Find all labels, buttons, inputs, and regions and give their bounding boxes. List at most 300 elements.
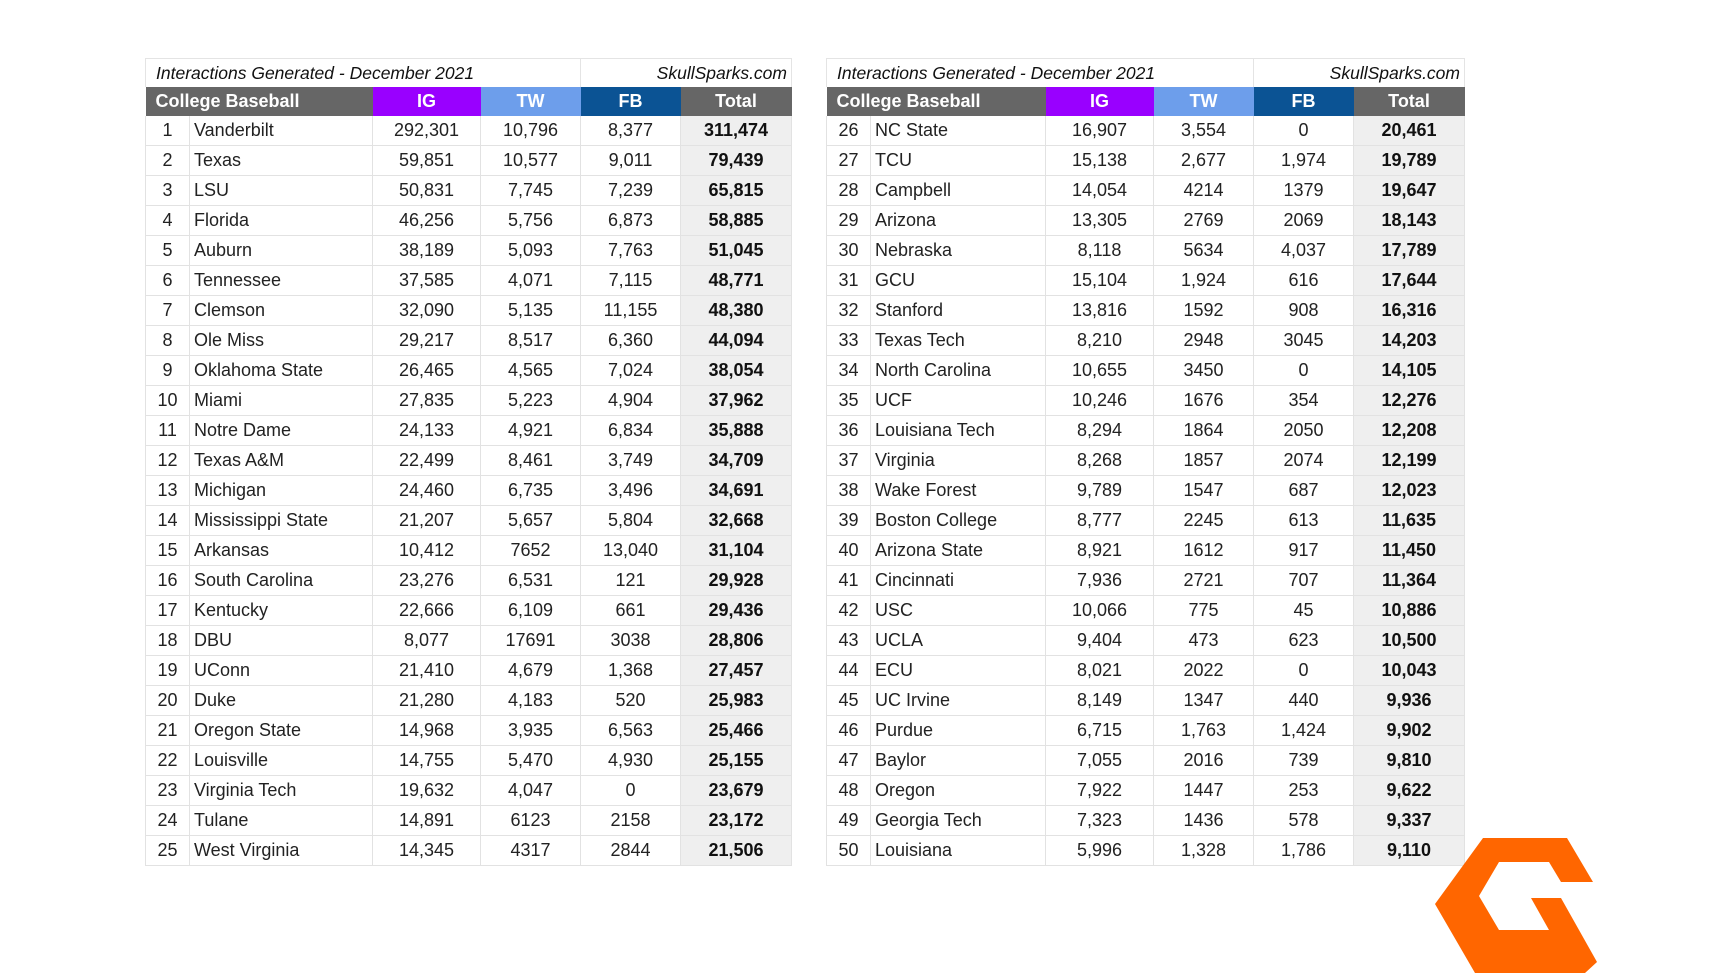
header-total: Total bbox=[681, 87, 792, 116]
table-row bbox=[146, 446, 792, 476]
table-row bbox=[827, 656, 1465, 686]
rank-cell: 33 bbox=[827, 326, 871, 356]
fb-cell: 616 bbox=[1254, 266, 1354, 296]
header-row bbox=[827, 87, 1465, 116]
table-row bbox=[827, 716, 1465, 746]
ig-cell: 10,246 bbox=[1046, 386, 1154, 416]
team-name-cell: UConn bbox=[190, 656, 373, 686]
team-name-cell: North Carolina bbox=[871, 356, 1046, 386]
tw-cell: 2948 bbox=[1154, 326, 1254, 356]
team-name-cell: Wake Forest bbox=[871, 476, 1046, 506]
ig-cell: 8,077 bbox=[373, 626, 481, 656]
fb-cell: 3,749 bbox=[581, 446, 681, 476]
ig-cell: 292,301 bbox=[373, 116, 481, 146]
table-title-row bbox=[146, 59, 792, 88]
total-cell: 12,208 bbox=[1354, 416, 1465, 446]
total-cell: 14,105 bbox=[1354, 356, 1465, 386]
tw-cell: 4,047 bbox=[481, 776, 581, 806]
ig-cell: 10,655 bbox=[1046, 356, 1154, 386]
table-row bbox=[827, 806, 1465, 836]
ig-cell: 14,755 bbox=[373, 746, 481, 776]
fb-cell: 917 bbox=[1254, 536, 1354, 566]
team-name-cell: Duke bbox=[190, 686, 373, 716]
table-row bbox=[827, 146, 1465, 176]
rank-cell: 13 bbox=[146, 476, 190, 506]
team-name-cell: ECU bbox=[871, 656, 1046, 686]
total-cell: 25,155 bbox=[681, 746, 792, 776]
total-cell: 34,709 bbox=[681, 446, 792, 476]
fb-cell: 7,239 bbox=[581, 176, 681, 206]
rank-cell: 29 bbox=[827, 206, 871, 236]
fb-cell: 4,904 bbox=[581, 386, 681, 416]
total-cell: 38,054 bbox=[681, 356, 792, 386]
rank-cell: 40 bbox=[827, 536, 871, 566]
team-name-cell: Miami bbox=[190, 386, 373, 416]
ig-cell: 24,460 bbox=[373, 476, 481, 506]
ig-cell: 14,054 bbox=[1046, 176, 1154, 206]
rank-cell: 22 bbox=[146, 746, 190, 776]
table-row bbox=[827, 116, 1465, 146]
ig-cell: 8,210 bbox=[1046, 326, 1154, 356]
table-row bbox=[827, 236, 1465, 266]
total-cell: 12,276 bbox=[1354, 386, 1465, 416]
rank-cell: 37 bbox=[827, 446, 871, 476]
team-name-cell: Vanderbilt bbox=[190, 116, 373, 146]
team-name-cell: GCU bbox=[871, 266, 1046, 296]
tw-cell: 5,093 bbox=[481, 236, 581, 266]
total-cell: 10,043 bbox=[1354, 656, 1465, 686]
total-cell: 9,936 bbox=[1354, 686, 1465, 716]
rank-cell: 47 bbox=[827, 746, 871, 776]
tw-cell: 3,935 bbox=[481, 716, 581, 746]
fb-cell: 0 bbox=[1254, 116, 1354, 146]
tw-cell: 1864 bbox=[1154, 416, 1254, 446]
total-cell: 51,045 bbox=[681, 236, 792, 266]
total-cell: 19,789 bbox=[1354, 146, 1465, 176]
total-cell: 65,815 bbox=[681, 176, 792, 206]
rank-cell: 7 bbox=[146, 296, 190, 326]
fb-cell: 6,563 bbox=[581, 716, 681, 746]
table-row bbox=[146, 386, 792, 416]
table-row bbox=[146, 356, 792, 386]
total-cell: 37,962 bbox=[681, 386, 792, 416]
total-cell: 25,983 bbox=[681, 686, 792, 716]
ig-cell: 8,777 bbox=[1046, 506, 1154, 536]
header-tw: TW bbox=[481, 87, 581, 116]
table-row bbox=[146, 296, 792, 326]
fb-cell: 707 bbox=[1254, 566, 1354, 596]
team-name-cell: Tennessee bbox=[190, 266, 373, 296]
fb-cell: 0 bbox=[581, 776, 681, 806]
table-row bbox=[146, 236, 792, 266]
rank-cell: 17 bbox=[146, 596, 190, 626]
tw-cell: 5,223 bbox=[481, 386, 581, 416]
tw-cell: 8,461 bbox=[481, 446, 581, 476]
team-name-cell: Oregon bbox=[871, 776, 1046, 806]
header-fb: FB bbox=[1254, 87, 1354, 116]
fb-cell: 520 bbox=[581, 686, 681, 716]
ig-cell: 46,256 bbox=[373, 206, 481, 236]
header-fb: FB bbox=[581, 87, 681, 116]
team-name-cell: Florida bbox=[190, 206, 373, 236]
table-row bbox=[827, 746, 1465, 776]
total-cell: 48,771 bbox=[681, 266, 792, 296]
rank-cell: 35 bbox=[827, 386, 871, 416]
ig-cell: 59,851 bbox=[373, 146, 481, 176]
table-row bbox=[146, 746, 792, 776]
ig-cell: 8,294 bbox=[1046, 416, 1154, 446]
rank-cell: 2 bbox=[146, 146, 190, 176]
rank-cell: 23 bbox=[146, 776, 190, 806]
table-row bbox=[146, 416, 792, 446]
rank-cell: 14 bbox=[146, 506, 190, 536]
rank-cell: 50 bbox=[827, 836, 871, 866]
tw-cell: 1857 bbox=[1154, 446, 1254, 476]
table-row bbox=[146, 116, 792, 146]
total-cell: 10,886 bbox=[1354, 596, 1465, 626]
ig-cell: 26,465 bbox=[373, 356, 481, 386]
team-name-cell: LSU bbox=[190, 176, 373, 206]
fb-cell: 3038 bbox=[581, 626, 681, 656]
rank-cell: 32 bbox=[827, 296, 871, 326]
tw-cell: 4,921 bbox=[481, 416, 581, 446]
ig-cell: 9,404 bbox=[1046, 626, 1154, 656]
fb-cell: 5,804 bbox=[581, 506, 681, 536]
ig-cell: 14,968 bbox=[373, 716, 481, 746]
team-name-cell: Louisiana bbox=[871, 836, 1046, 866]
team-name-cell: West Virginia bbox=[190, 836, 373, 866]
team-name-cell: Clemson bbox=[190, 296, 373, 326]
tw-cell: 1,328 bbox=[1154, 836, 1254, 866]
rank-cell: 34 bbox=[827, 356, 871, 386]
ig-cell: 15,104 bbox=[1046, 266, 1154, 296]
total-cell: 9,902 bbox=[1354, 716, 1465, 746]
fb-cell: 2074 bbox=[1254, 446, 1354, 476]
total-cell: 9,622 bbox=[1354, 776, 1465, 806]
table-row bbox=[827, 266, 1465, 296]
table-row bbox=[827, 566, 1465, 596]
rank-cell: 30 bbox=[827, 236, 871, 266]
ig-cell: 14,891 bbox=[373, 806, 481, 836]
header-ig: IG bbox=[373, 87, 481, 116]
ig-cell: 23,276 bbox=[373, 566, 481, 596]
team-name-cell: Virginia Tech bbox=[190, 776, 373, 806]
rank-cell: 44 bbox=[827, 656, 871, 686]
rank-cell: 21 bbox=[146, 716, 190, 746]
rank-cell: 6 bbox=[146, 266, 190, 296]
total-cell: 29,436 bbox=[681, 596, 792, 626]
tw-cell: 5,135 bbox=[481, 296, 581, 326]
fb-cell: 4,037 bbox=[1254, 236, 1354, 266]
tw-cell: 2016 bbox=[1154, 746, 1254, 776]
total-cell: 31,104 bbox=[681, 536, 792, 566]
total-cell: 23,679 bbox=[681, 776, 792, 806]
ig-cell: 8,021 bbox=[1046, 656, 1154, 686]
table-row bbox=[827, 836, 1465, 866]
fb-cell: 1379 bbox=[1254, 176, 1354, 206]
rank-cell: 15 bbox=[146, 536, 190, 566]
tw-cell: 4317 bbox=[481, 836, 581, 866]
ig-cell: 14,345 bbox=[373, 836, 481, 866]
table-row bbox=[146, 206, 792, 236]
fb-cell: 121 bbox=[581, 566, 681, 596]
fb-cell: 1,974 bbox=[1254, 146, 1354, 176]
table-row bbox=[146, 566, 792, 596]
tw-cell: 17691 bbox=[481, 626, 581, 656]
table-row bbox=[146, 596, 792, 626]
total-cell: 14,203 bbox=[1354, 326, 1465, 356]
team-name-cell: Louisiana Tech bbox=[871, 416, 1046, 446]
total-cell: 12,023 bbox=[1354, 476, 1465, 506]
tw-cell: 1,924 bbox=[1154, 266, 1254, 296]
total-cell: 18,143 bbox=[1354, 206, 1465, 236]
team-name-cell: Kentucky bbox=[190, 596, 373, 626]
rank-cell: 49 bbox=[827, 806, 871, 836]
rankings-table-right bbox=[826, 58, 1465, 866]
team-name-cell: Georgia Tech bbox=[871, 806, 1046, 836]
team-name-cell: Auburn bbox=[190, 236, 373, 266]
rank-cell: 41 bbox=[827, 566, 871, 596]
table-title: Interactions Generated - December 2021 bbox=[827, 59, 1254, 88]
fb-cell: 1,424 bbox=[1254, 716, 1354, 746]
fb-cell: 440 bbox=[1254, 686, 1354, 716]
total-cell: 58,885 bbox=[681, 206, 792, 236]
ig-cell: 21,280 bbox=[373, 686, 481, 716]
rank-cell: 42 bbox=[827, 596, 871, 626]
total-cell: 21,506 bbox=[681, 836, 792, 866]
rank-cell: 24 bbox=[146, 806, 190, 836]
fb-cell: 739 bbox=[1254, 746, 1354, 776]
tw-cell: 6123 bbox=[481, 806, 581, 836]
team-name-cell: USC bbox=[871, 596, 1046, 626]
fb-cell: 6,873 bbox=[581, 206, 681, 236]
fb-cell: 2069 bbox=[1254, 206, 1354, 236]
table-row bbox=[827, 386, 1465, 416]
fb-cell: 7,115 bbox=[581, 266, 681, 296]
table-row bbox=[827, 296, 1465, 326]
table-row bbox=[146, 776, 792, 806]
rank-cell: 8 bbox=[146, 326, 190, 356]
rank-cell: 28 bbox=[827, 176, 871, 206]
rank-cell: 5 bbox=[146, 236, 190, 266]
header-row bbox=[146, 87, 792, 116]
ig-cell: 16,907 bbox=[1046, 116, 1154, 146]
fb-cell: 354 bbox=[1254, 386, 1354, 416]
team-name-cell: Texas A&M bbox=[190, 446, 373, 476]
ig-cell: 38,189 bbox=[373, 236, 481, 266]
tw-cell: 4,071 bbox=[481, 266, 581, 296]
tw-cell: 5,756 bbox=[481, 206, 581, 236]
table-row bbox=[827, 596, 1465, 626]
total-cell: 32,668 bbox=[681, 506, 792, 536]
ig-cell: 50,831 bbox=[373, 176, 481, 206]
fb-cell: 2844 bbox=[581, 836, 681, 866]
team-name-cell: Ole Miss bbox=[190, 326, 373, 356]
fb-cell: 9,011 bbox=[581, 146, 681, 176]
ig-cell: 15,138 bbox=[1046, 146, 1154, 176]
team-name-cell: DBU bbox=[190, 626, 373, 656]
tw-cell: 1612 bbox=[1154, 536, 1254, 566]
team-name-cell: Oklahoma State bbox=[190, 356, 373, 386]
rank-cell: 31 bbox=[827, 266, 871, 296]
table-row bbox=[146, 476, 792, 506]
fb-cell: 2050 bbox=[1254, 416, 1354, 446]
team-name-cell: UC Irvine bbox=[871, 686, 1046, 716]
table-row bbox=[146, 806, 792, 836]
total-cell: 27,457 bbox=[681, 656, 792, 686]
total-cell: 25,466 bbox=[681, 716, 792, 746]
rank-cell: 38 bbox=[827, 476, 871, 506]
table-title: Interactions Generated - December 2021 bbox=[146, 59, 581, 88]
tw-cell: 2,677 bbox=[1154, 146, 1254, 176]
total-cell: 11,364 bbox=[1354, 566, 1465, 596]
table-row bbox=[827, 446, 1465, 476]
fb-cell: 1,368 bbox=[581, 656, 681, 686]
team-name-cell: South Carolina bbox=[190, 566, 373, 596]
team-name-cell: Tulane bbox=[190, 806, 373, 836]
total-cell: 48,380 bbox=[681, 296, 792, 326]
table-row bbox=[827, 416, 1465, 446]
table-row bbox=[827, 326, 1465, 356]
table-row bbox=[146, 506, 792, 536]
team-name-cell: Virginia bbox=[871, 446, 1046, 476]
table-row bbox=[146, 716, 792, 746]
fb-cell: 253 bbox=[1254, 776, 1354, 806]
total-cell: 34,691 bbox=[681, 476, 792, 506]
fb-cell: 13,040 bbox=[581, 536, 681, 566]
tw-cell: 2022 bbox=[1154, 656, 1254, 686]
total-cell: 9,810 bbox=[1354, 746, 1465, 776]
rankings-table-left bbox=[145, 58, 792, 866]
fb-cell: 613 bbox=[1254, 506, 1354, 536]
skullsparks-logo-icon bbox=[1435, 838, 1615, 973]
table-row bbox=[827, 506, 1465, 536]
ig-cell: 8,118 bbox=[1046, 236, 1154, 266]
header-college-baseball: College Baseball bbox=[827, 87, 1046, 116]
rank-cell: 27 bbox=[827, 146, 871, 176]
rank-cell: 11 bbox=[146, 416, 190, 446]
table-row bbox=[827, 476, 1465, 506]
header-ig: IG bbox=[1046, 87, 1154, 116]
rank-cell: 39 bbox=[827, 506, 871, 536]
site-name: SkullSparks.com bbox=[581, 59, 792, 88]
fb-cell: 6,834 bbox=[581, 416, 681, 446]
total-cell: 19,647 bbox=[1354, 176, 1465, 206]
ig-cell: 7,055 bbox=[1046, 746, 1154, 776]
total-cell: 311,474 bbox=[681, 116, 792, 146]
total-cell: 9,337 bbox=[1354, 806, 1465, 836]
table-row bbox=[146, 656, 792, 686]
total-cell: 10,500 bbox=[1354, 626, 1465, 656]
tw-cell: 1547 bbox=[1154, 476, 1254, 506]
tw-cell: 10,577 bbox=[481, 146, 581, 176]
tw-cell: 6,531 bbox=[481, 566, 581, 596]
ig-cell: 27,835 bbox=[373, 386, 481, 416]
total-cell: 79,439 bbox=[681, 146, 792, 176]
table-body bbox=[146, 116, 792, 866]
tw-cell: 10,796 bbox=[481, 116, 581, 146]
team-name-cell: UCF bbox=[871, 386, 1046, 416]
fb-cell: 45 bbox=[1254, 596, 1354, 626]
team-name-cell: UCLA bbox=[871, 626, 1046, 656]
ig-cell: 8,268 bbox=[1046, 446, 1154, 476]
team-name-cell: Stanford bbox=[871, 296, 1046, 326]
tw-cell: 1447 bbox=[1154, 776, 1254, 806]
tw-cell: 1347 bbox=[1154, 686, 1254, 716]
tw-cell: 1436 bbox=[1154, 806, 1254, 836]
table-row bbox=[146, 146, 792, 176]
ig-cell: 6,715 bbox=[1046, 716, 1154, 746]
table-row bbox=[827, 176, 1465, 206]
fb-cell: 11,155 bbox=[581, 296, 681, 326]
fb-cell: 0 bbox=[1254, 656, 1354, 686]
ig-cell: 10,066 bbox=[1046, 596, 1154, 626]
team-name-cell: Louisville bbox=[190, 746, 373, 776]
table-row bbox=[146, 176, 792, 206]
ig-cell: 8,921 bbox=[1046, 536, 1154, 566]
team-name-cell: NC State bbox=[871, 116, 1046, 146]
ig-cell: 29,217 bbox=[373, 326, 481, 356]
rank-cell: 16 bbox=[146, 566, 190, 596]
ig-cell: 13,305 bbox=[1046, 206, 1154, 236]
ig-cell: 19,632 bbox=[373, 776, 481, 806]
table-row bbox=[146, 266, 792, 296]
table-row bbox=[827, 536, 1465, 566]
team-name-cell: Arizona State bbox=[871, 536, 1046, 566]
total-cell: 29,928 bbox=[681, 566, 792, 596]
fb-cell: 661 bbox=[581, 596, 681, 626]
rank-cell: 46 bbox=[827, 716, 871, 746]
ig-cell: 24,133 bbox=[373, 416, 481, 446]
total-cell: 9,110 bbox=[1354, 836, 1465, 866]
ig-cell: 5,996 bbox=[1046, 836, 1154, 866]
fb-cell: 7,024 bbox=[581, 356, 681, 386]
ig-cell: 32,090 bbox=[373, 296, 481, 326]
tw-cell: 6,735 bbox=[481, 476, 581, 506]
fb-cell: 3045 bbox=[1254, 326, 1354, 356]
tw-cell: 775 bbox=[1154, 596, 1254, 626]
rank-cell: 25 bbox=[146, 836, 190, 866]
total-cell: 17,644 bbox=[1354, 266, 1465, 296]
team-name-cell: Texas bbox=[190, 146, 373, 176]
total-cell: 16,316 bbox=[1354, 296, 1465, 326]
ig-cell: 13,816 bbox=[1046, 296, 1154, 326]
tw-cell: 4,565 bbox=[481, 356, 581, 386]
fb-cell: 623 bbox=[1254, 626, 1354, 656]
tw-cell: 5,657 bbox=[481, 506, 581, 536]
ig-cell: 7,936 bbox=[1046, 566, 1154, 596]
team-name-cell: Notre Dame bbox=[190, 416, 373, 446]
table-row bbox=[827, 206, 1465, 236]
tw-cell: 1592 bbox=[1154, 296, 1254, 326]
fb-cell: 1,786 bbox=[1254, 836, 1354, 866]
tw-cell: 3,554 bbox=[1154, 116, 1254, 146]
tw-cell: 2245 bbox=[1154, 506, 1254, 536]
team-name-cell: Arizona bbox=[871, 206, 1046, 236]
tw-cell: 6,109 bbox=[481, 596, 581, 626]
fb-cell: 3,496 bbox=[581, 476, 681, 506]
tw-cell: 2721 bbox=[1154, 566, 1254, 596]
fb-cell: 7,763 bbox=[581, 236, 681, 266]
fb-cell: 687 bbox=[1254, 476, 1354, 506]
ig-cell: 22,499 bbox=[373, 446, 481, 476]
table-row bbox=[827, 686, 1465, 716]
fb-cell: 0 bbox=[1254, 356, 1354, 386]
tw-cell: 4,183 bbox=[481, 686, 581, 716]
team-name-cell: Oregon State bbox=[190, 716, 373, 746]
fb-cell: 578 bbox=[1254, 806, 1354, 836]
table-title-row bbox=[827, 59, 1465, 88]
